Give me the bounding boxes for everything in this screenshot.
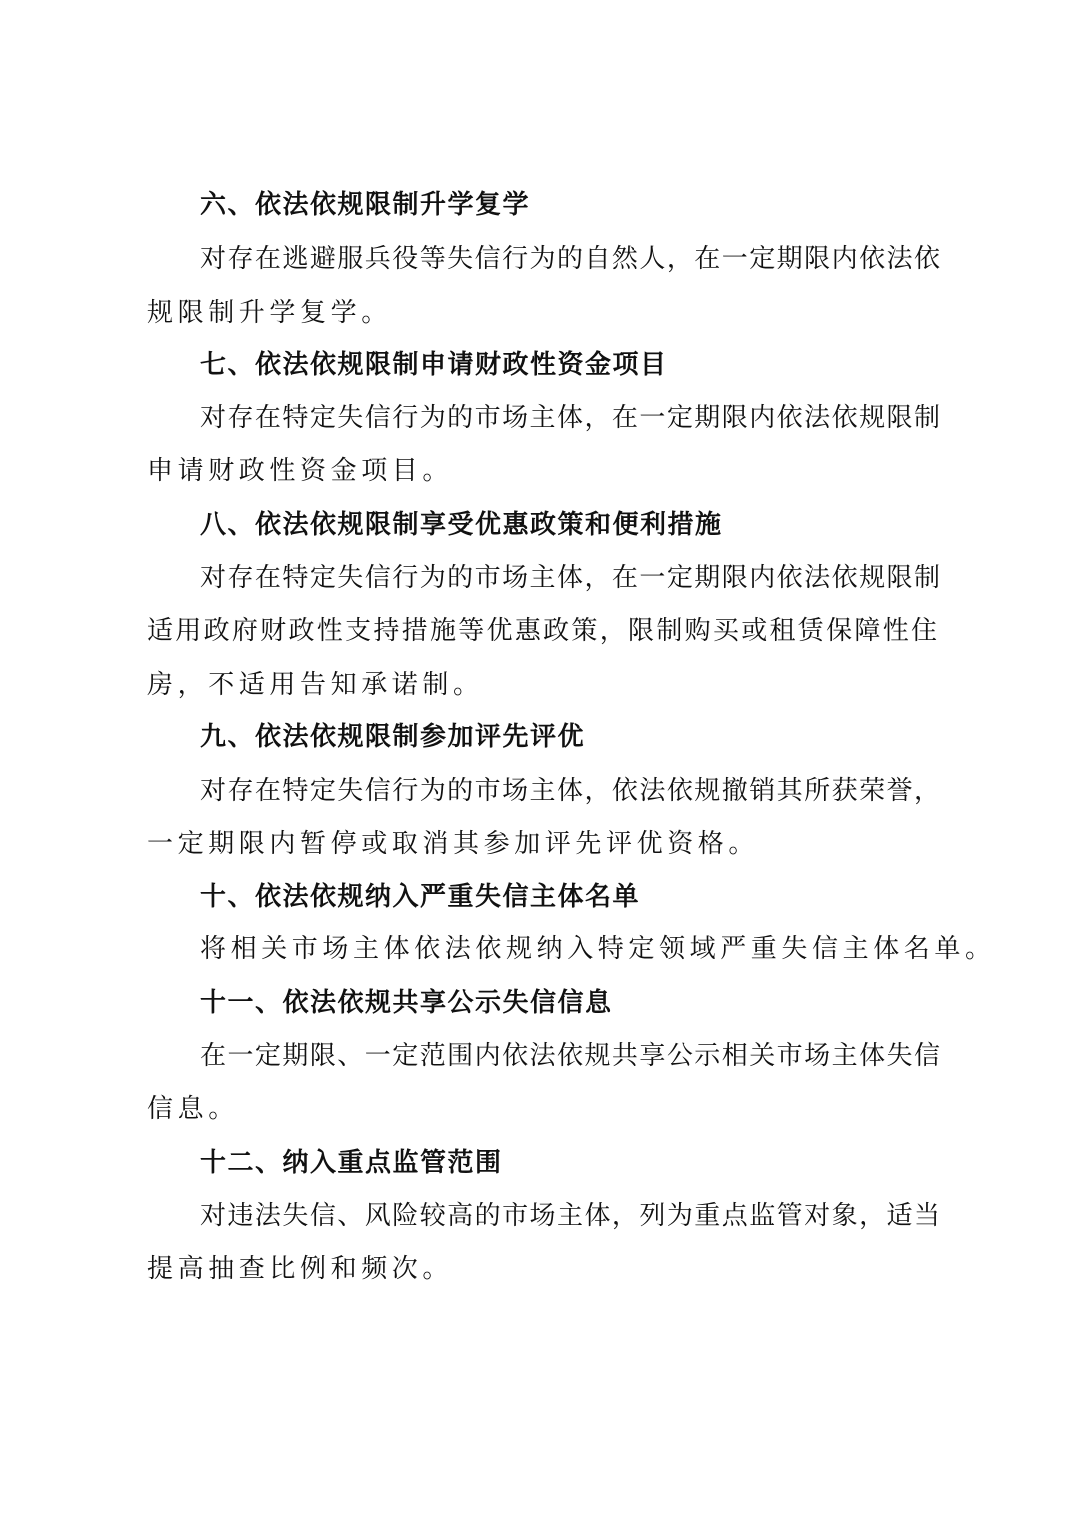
section-12-line-1: 对违法失信、风险较高的市场主体，列为重点监管对象，适当 [200,1201,940,1231]
section-8-line-3: 房，不适用告知承诺制。 [147,670,484,700]
section-heading-11: 十一、依法依规共享公示失信信息 [200,988,613,1018]
section-12-line-2: 提高抽查比例和频次。 [147,1254,454,1284]
section-6-line-2: 规限制升学复学。 [147,298,392,328]
section-11-line-1: 在一定期限、一定范围内依法依规共享公示相关市场主体失信 [200,1041,940,1071]
section-7-line-2: 申请财政性资金项目。 [147,456,454,486]
section-10-line-1: 将相关市场主体依法依规纳入特定领域严重失信主体名单。 [200,934,996,964]
section-7-line-1: 对存在特定失信行为的市场主体，在一定期限内依法依规限制 [200,403,940,433]
section-heading-9: 九、依法依规限制参加评先评优 [200,722,586,752]
section-heading-7: 七、依法依规限制申请财政性资金项目 [200,350,668,380]
section-heading-8: 八、依法依规限制享受优惠政策和便利措施 [200,510,723,540]
section-heading-10: 十、依法依规纳入严重失信主体名单 [200,882,641,912]
section-9-line-1: 对存在特定失信行为的市场主体，依法依规撤销其所获荣誉， [200,776,940,806]
section-heading-6: 六、依法依规限制升学复学 [200,190,531,220]
section-6-line-1: 对存在逃避服兵役等失信行为的自然人，在一定期限内依法依 [200,244,940,274]
section-heading-12: 十二、纳入重点监管范围 [200,1148,503,1178]
section-8-line-2: 适用政府财政性支持措施等优惠政策，限制购买或租赁保障性住 [147,616,937,646]
section-9-line-2: 一定期限内暂停或取消其参加评先评优资格。 [147,829,760,859]
section-8-line-1: 对存在特定失信行为的市场主体，在一定期限内依法依规限制 [200,563,940,593]
section-11-line-2: 信息。 [147,1094,239,1124]
